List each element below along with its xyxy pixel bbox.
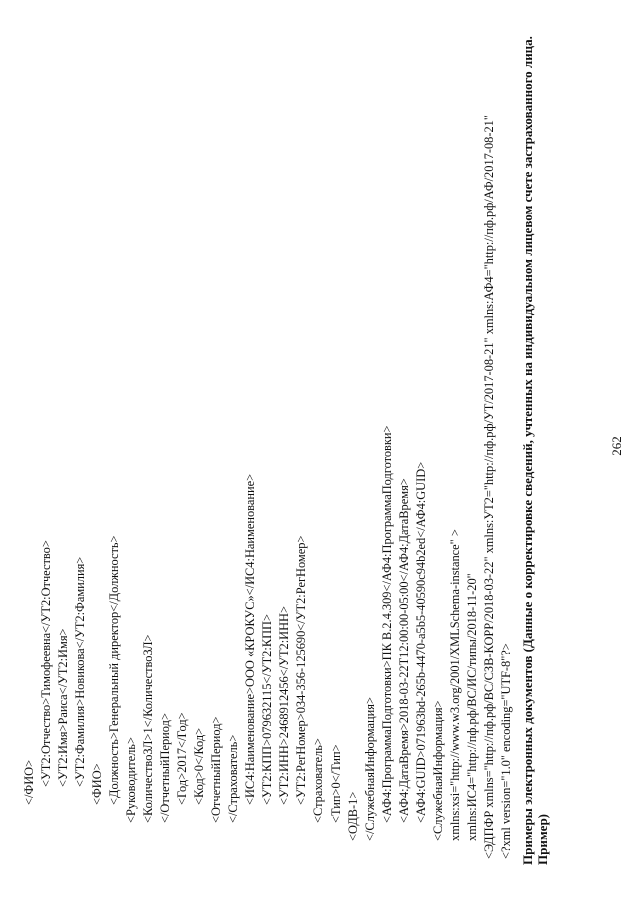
xml-line: <ФИО> (89, 763, 104, 805)
xml-line: </ФИО> (21, 759, 36, 805)
xml-line: </СлужебнаяИнформация> (362, 697, 377, 841)
xml-line: xmlns:xsi="http://www.w3.org/2001/XMLSchema-instance" > (447, 529, 462, 841)
xml-line: <КоличествоЗЛ>1</КоличествоЗЛ> (140, 634, 155, 823)
xml-line: <Тип>0</Тип> (328, 744, 343, 823)
xml-code-block (21, 19, 513, 859)
xml-line: <ИС4:Наименование>ООО «КРОКУС»</ИС4:Наименование> (243, 473, 258, 805)
heading-title: Примеры электронных документов (Данные о корректировке сведений, учтенных на индивидуальном лицевом счете застрахованного лица. (520, 36, 535, 865)
xml-line: <АФ4:ПрограммаПодготовки>ПК В.2.4.309</АФ4:ПрограммаПодготовки> (379, 425, 394, 823)
xml-line: <АФ4:ДатаВремя>2018-03-22T12:00:00-05:00</АФ4:ДатаВремя> (396, 478, 411, 823)
xml-line: <Страхователь> (311, 738, 326, 823)
heading-subtitle: Пример) (535, 813, 550, 865)
xml-line: <Код>0</Код> (192, 727, 207, 805)
document-heading (520, 25, 550, 865)
xml-line: <УТ2:Имя>Раиса</УТ2:Имя> (55, 628, 70, 787)
xml-line: <УТ2:Отчество>Тимофеевна</УТ2:Отчество> (38, 540, 53, 787)
xml-line: </ОтчетныйПериод> (158, 713, 172, 823)
xml-line: <ЭДПФР xmlns="http://пф.рф/ВС/СЗВ-КОРР/2018-03-22" xmlns:УТ2="http://пф.рф/УТ/2017-08-21" xmlns:АФ4="http://пф.рф/АФ/2017-08-21" (481, 115, 496, 859)
xml-line: <Должность>Генеральный директор</Должность> (106, 535, 121, 805)
xml-line: <Руководитель> (123, 737, 138, 823)
xml-line: <УТ2:КПП>079632115</УТ2:КПП> (260, 614, 275, 805)
xml-line: </Страхователь> (226, 734, 241, 823)
xml-line: <УТ2:Фамилия>Новикова</УТ2:Фамилия> (72, 556, 87, 787)
xml-line: <Год>2017</Год> (175, 712, 190, 805)
xml-line: xmlns:ИС4="http://пф.рф/ВС/ИС/типы/2018-11-20" (464, 573, 479, 841)
xml-line: <ОтчетныйПериод> (209, 716, 224, 823)
xml-line: <ОДВ-1> (345, 791, 360, 841)
xml-line: <?xml version="1.0" encoding="UTF-8"?> (499, 643, 513, 859)
xml-line: <УТ2:ИНН>2468912456</УТ2:ИНН> (277, 606, 292, 805)
xml-line: <СлужебнаяИнформация> (430, 700, 445, 841)
xml-line: <УТ2:РегНомер>034-356-125690</УТ2:РегНомер> (294, 535, 309, 805)
xml-line: <АФ4:GUID>071963bd-265b-4470-a5b5-40590c94b2ed</АФ4:GUID> (413, 461, 428, 823)
page-number: 262 (609, 436, 624, 456)
